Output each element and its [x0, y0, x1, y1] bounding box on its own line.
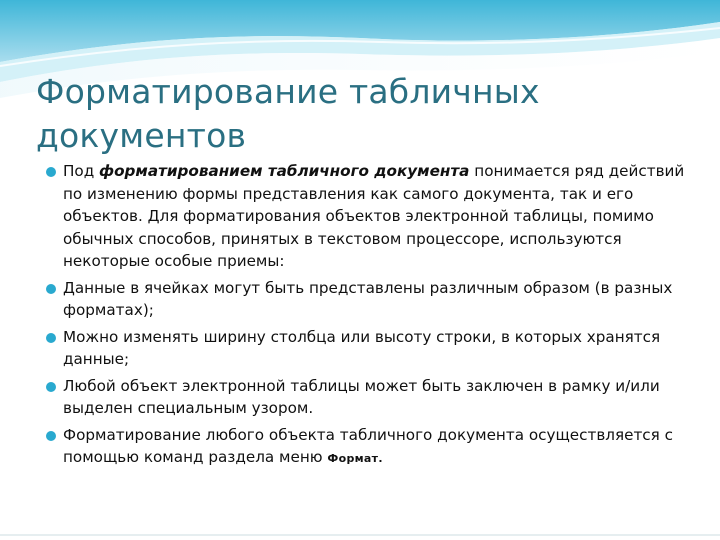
slide-title: Форматирование табличных документов — [36, 72, 540, 155]
bullet-emphasis: форматированием табличного документа — [99, 162, 470, 180]
bullet-dot-icon — [46, 167, 56, 177]
bullet-text: Любой объект электронной таблицы может быть заключен в рамку и/или выделен специальным узором. — [63, 376, 660, 417]
bullet-list — [46, 160, 686, 475]
menu-command-format: Формат. — [327, 452, 383, 465]
bullet-dot-icon — [46, 431, 56, 441]
bullet-dot-icon — [46, 333, 56, 343]
bullet-text: Форматирование любого объекта табличного документа осуществляется с помощью команд раздела меню — [63, 425, 673, 466]
bullet-text: Можно изменять ширину столбца или высоту строки, в которых хранятся данные; — [63, 327, 661, 368]
bullet-item-definition — [46, 160, 686, 273]
bottom-divider — [0, 534, 720, 536]
bullet-item-border — [46, 375, 686, 420]
bullet-item-formats — [46, 277, 686, 322]
bullet-dot-icon — [46, 284, 56, 294]
bullet-text-prefix: Под — [63, 162, 100, 180]
bullet-item-column-width — [46, 326, 686, 371]
bullet-text: Данные в ячейках могут быть представлены различным образом (в разных форматах); — [63, 278, 673, 319]
bullet-text: понимается ряд действий по изменению формы представления как самого документа, так и его объектов. Для форматирования объектов электронной таблицы, помимо обычных способов, принятых в текстовом процессоре, используются некоторые особые приемы: — [63, 162, 685, 270]
bullet-item-format-menu — [46, 424, 686, 471]
bullet-dot-icon — [46, 382, 56, 392]
